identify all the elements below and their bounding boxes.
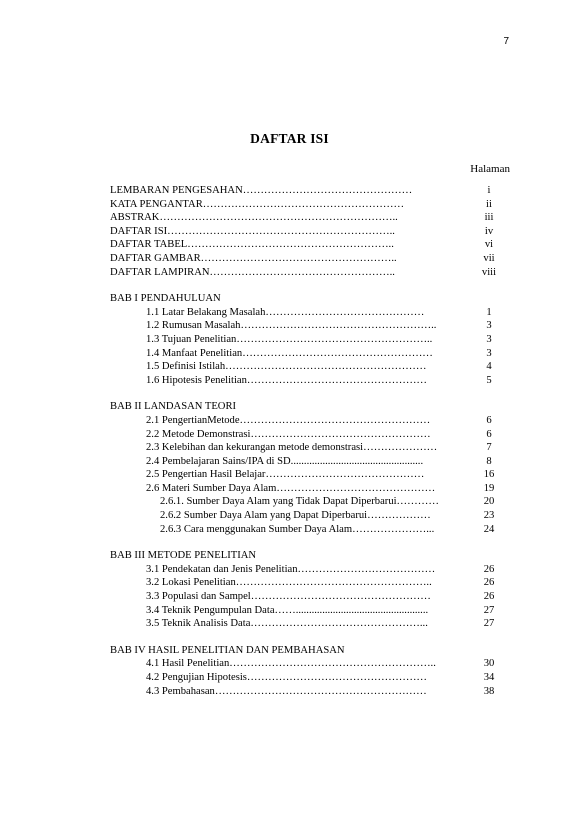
toc-entry: 4.2 Pengujian Hipotesis…………………………………………… <box>146 672 428 683</box>
toc-row <box>110 428 510 442</box>
toc-entry: DAFTAR TABEL………………………………………………….. <box>110 239 394 251</box>
page-title: DAFTAR ISI <box>250 131 329 146</box>
toc-row <box>110 347 510 361</box>
toc-page-number: vii <box>483 252 495 264</box>
toc-page-number: 3 <box>486 347 492 359</box>
toc-row <box>110 576 510 590</box>
toc-page-number: 38 <box>483 685 495 697</box>
toc-row <box>110 306 510 320</box>
chapter-1-list <box>110 306 510 388</box>
toc-entry: DAFTAR ISI……………………………………………………….. <box>110 225 395 237</box>
toc-row <box>110 184 510 198</box>
toc-row <box>110 468 510 482</box>
toc-entry: 1.4 Manfaat Penelitian……………………………………………… <box>146 347 433 359</box>
toc-page-number: 1 <box>486 306 492 318</box>
toc-page-number: iii <box>484 212 494 224</box>
toc-page-number: 6 <box>486 428 492 440</box>
toc-row <box>110 523 510 537</box>
toc-row <box>110 590 510 604</box>
toc-entry: 2.6.3 Cara menggunakan Sumber Daya Alam…………………... <box>160 523 435 535</box>
toc-row <box>110 374 510 388</box>
toc-entry: 2.6.2 Sumber Daya Alam yang Dapat Diperbarui……………… <box>160 510 431 522</box>
toc-entry: LEMBARAN PENGESAHAN………………………………………… <box>110 185 413 196</box>
toc-page-number: viii <box>481 266 497 278</box>
toc-page-number: 4 <box>486 361 492 373</box>
page-number: 7 <box>503 36 509 47</box>
toc-page-number: 23 <box>483 510 495 522</box>
toc-entry: 3.1 Pendekatan dan Jenis Penelitian………………………………… <box>146 563 436 575</box>
toc-entry: 1.3 Tujuan Penelitian……………………………………………….. <box>146 333 433 345</box>
toc-entry: 4.3 Pembahasan…………………………………………………… <box>146 685 427 697</box>
toc-page-number: 27 <box>483 618 495 630</box>
chapter-heading-bab-2: BAB II LANDASAN TEORI <box>110 401 237 413</box>
toc-row <box>110 319 510 333</box>
toc-entry: 2.1 PengertianMetode……………………………………………… <box>146 414 431 426</box>
chapter-heading-bab-1: BAB I PENDAHULUAN <box>110 293 221 305</box>
chapter-2-list <box>110 414 510 536</box>
toc-row <box>110 333 510 347</box>
toc-page-number: 24 <box>483 523 495 535</box>
halaman-label: Halaman <box>470 163 510 175</box>
toc-row <box>110 495 510 509</box>
chapter-3-list <box>110 563 510 631</box>
toc-page-number: 19 <box>483 482 495 494</box>
front-matter-list <box>110 184 510 279</box>
toc-entry: 2.3 Kelebihan dan kekurangan metode demonstrasi………………… <box>146 442 438 454</box>
toc-page-number: vi <box>484 239 494 251</box>
toc-row <box>110 563 510 577</box>
toc-row <box>110 604 510 618</box>
toc-page-number: 8 <box>486 455 492 467</box>
toc-entry: 3.5 Teknik Analisis Data…………………………………………... <box>146 618 428 630</box>
toc-entry: 2.5 Pengertian Hasil Belajar……………………………………… <box>146 469 425 481</box>
toc-row <box>110 360 510 374</box>
toc-page-number: 3 <box>486 333 492 345</box>
toc-page-number: 26 <box>483 563 495 575</box>
toc-page-number: 34 <box>483 672 495 683</box>
toc-entry: 2.6.1. Sumber Daya Alam yang Tidak Dapat Diperbarui………… <box>160 496 439 508</box>
toc-row <box>110 238 510 252</box>
toc-row <box>110 671 510 685</box>
toc-page-number: iv <box>484 225 494 237</box>
toc-page-number: 3 <box>486 320 492 332</box>
toc-page-number: 7 <box>486 442 492 454</box>
chapter-heading-bab-3: BAB III METODE PENELITIAN <box>110 550 257 562</box>
toc-page-number: 16 <box>483 469 495 481</box>
toc-page-number: 26 <box>483 577 495 589</box>
toc-entry: 1.2 Rumusan Masalah……………………………………………….. <box>146 320 437 332</box>
toc-entry: KATA PENGANTAR………………………………………………… <box>110 198 405 210</box>
toc-entry: 2.4 Pembelajaran Sains/IPA di SD.................................................. <box>146 455 424 467</box>
toc-row <box>110 266 510 280</box>
toc-row <box>110 198 510 212</box>
toc-entry: 1.6 Hipotesis Penelitian…………………………………………… <box>146 374 428 386</box>
toc-row <box>110 441 510 455</box>
toc-entry: 2.2 Metode Demonstrasi…………………………………………… <box>146 428 431 440</box>
toc-page-number: 27 <box>483 604 495 616</box>
toc-entry: ABSTRAK………………………………………………………….. <box>110 212 398 224</box>
chapter-heading-bab-4: BAB IV HASIL PENELITIAN DAN PEMBAHASAN <box>110 644 345 656</box>
toc-page-number: 6 <box>486 414 492 426</box>
toc-entry: DAFTAR LAMPIRAN…………………………………………….. <box>110 266 395 278</box>
toc-row <box>110 617 510 631</box>
toc-entry: 3.4 Teknik Pengumpulan Data…….................................................. <box>146 604 429 616</box>
toc-row <box>110 657 510 671</box>
toc-entry: 1.5 Definisi Istilah………………………………………………… <box>146 361 427 373</box>
toc-entry: 2.6 Materi Sumber Daya Alam……………………………………… <box>146 482 436 494</box>
toc-page-number: ii <box>486 198 492 210</box>
toc-page-number: 5 <box>486 374 492 386</box>
toc-row <box>110 455 510 469</box>
toc-row <box>110 509 510 523</box>
toc-row <box>110 685 510 699</box>
toc-entry: 1.1 Latar Belakang Masalah……………………………………… <box>146 306 425 318</box>
toc-row <box>110 414 510 428</box>
toc-page-number: 30 <box>483 658 495 670</box>
toc-entry: DAFTAR GAMBAR……………………………………………….. <box>110 252 397 264</box>
chapter-4-list <box>110 657 510 698</box>
toc-entry: 3.2 Lokasi Penelitian……………………………………………….. <box>146 577 432 589</box>
toc-row <box>110 211 510 225</box>
toc-entry: 4.1 Hasil Penelitian………………………………………………….. <box>146 658 436 670</box>
toc-page-number: 26 <box>483 591 495 603</box>
table-of-contents <box>110 184 510 698</box>
toc-row <box>110 225 510 239</box>
toc-page-number: 20 <box>483 496 495 508</box>
toc-row <box>110 252 510 266</box>
toc-entry: 3.3 Populasi dan Sampel…………………………………………… <box>146 591 431 603</box>
toc-page-number: i <box>487 185 491 196</box>
toc-row <box>110 482 510 496</box>
